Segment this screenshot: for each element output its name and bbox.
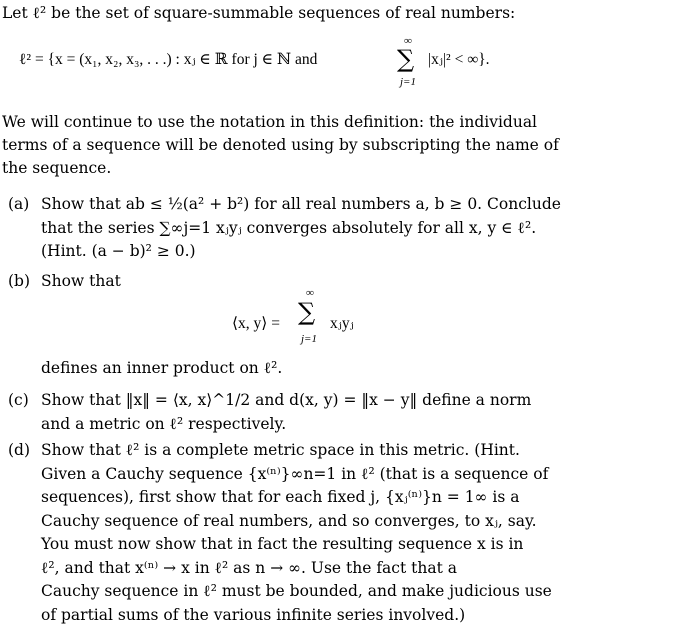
- item-c-line-1: Show that ‖x‖ = ⟨x, x⟩^1/2 and d(x, y) = ‖x − y‖ define a norm: [41, 391, 532, 409]
- item-d-line-8: of partial sums of the various infinite series involved.): [41, 605, 466, 624]
- notation-line-1: We will continue to use the notation in this definition: the individual: [2, 113, 538, 131]
- item-a-line-3: (Hint. (a − b)² ≥ 0.): [41, 242, 196, 260]
- definition-sum-sign: ∑: [397, 45, 415, 73]
- intro-sentence: Let ℓ² be the set of square-summable sequences of real numbers:: [2, 4, 516, 22]
- definition-lhs: ℓ² = {x = (x₁, x₂, x₃, . . .) : xⱼ ∈ ℝ for j ∈ ℕ and: [19, 51, 318, 68]
- inner-product-sum-body: xⱼyⱼ: [330, 315, 354, 332]
- item-d-line-7: Cauchy sequence in ℓ² must be bounded, and make judicious use: [41, 582, 552, 600]
- item-a-text: [41, 193, 561, 264]
- item-c-text: [41, 389, 553, 436]
- inner-product-lhs: ⟨x, y⟩ =: [232, 315, 280, 332]
- item-d-label: (d): [8, 441, 31, 459]
- definition-sum-body: |xⱼ|² < ∞}.: [428, 51, 490, 68]
- inner-product-sum-sign: ∑: [298, 298, 316, 326]
- notation-line-3: the sequence.: [2, 159, 112, 177]
- notation-line-2: terms of a sequence will be denoted using by subscripting the name of: [2, 136, 559, 154]
- item-b-line-1: Show that: [41, 272, 121, 290]
- item-d-line-6: ℓ², and that x⁽ⁿ⁾ → x in ℓ² as n → ∞. Use the fact that a: [41, 558, 457, 577]
- definition-sum-lower: j=1: [400, 76, 416, 88]
- item-d-text: [41, 439, 553, 627]
- definition-sum-upper: ∞: [404, 35, 412, 47]
- item-a-line-2: that the series ∑∞j=1 xⱼyⱼ converges absolutely for all x, y ∈ ℓ².: [41, 218, 537, 237]
- item-b-text: [41, 270, 553, 294]
- item-c-line-2: and a metric on ℓ² respectively.: [41, 414, 287, 433]
- item-a-line-1: Show that ab ≤ ½(a² + b²) for all real numbers a, b ≥ 0. Conclude: [41, 195, 561, 213]
- item-b-label: (b): [8, 272, 31, 290]
- item-d-line-3: sequences), first show that for each fixed j, {xⱼ⁽ⁿ⁾}n = 1∞ is a: [41, 488, 520, 506]
- item-d-line-1: Show that ℓ² is a complete metric space in this metric. (Hint.: [41, 441, 520, 459]
- item-d-line-2: Given a Cauchy sequence {x⁽ⁿ⁾}∞n=1 in ℓ² (that is a sequence of: [41, 464, 549, 483]
- item-a-label: (a): [8, 195, 30, 213]
- item-c-label: (c): [8, 391, 29, 409]
- inner-product-sum-lower: j=1: [301, 333, 317, 345]
- item-d-line-4: Cauchy sequence of real numbers, and so converges, to xⱼ, say.: [41, 511, 537, 530]
- item-b-tail: [41, 357, 553, 381]
- item-b-line-2: defines an inner product on ℓ².: [41, 359, 283, 377]
- inner-product-sum-upper: ∞: [306, 287, 314, 299]
- item-d-line-5: You must now show that in fact the resulting sequence x is in: [41, 535, 524, 553]
